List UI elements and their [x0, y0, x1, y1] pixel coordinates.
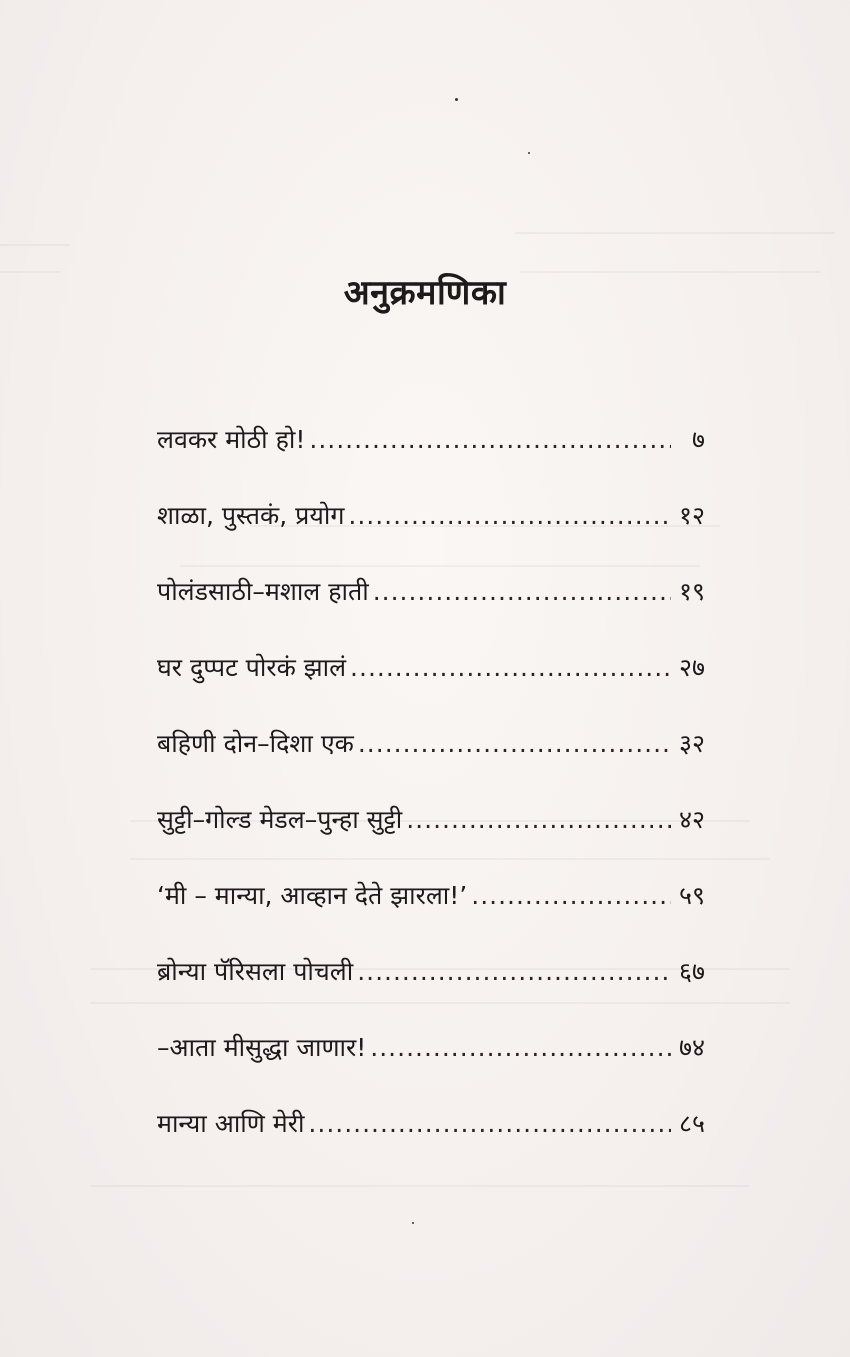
dot-leader — [370, 1010, 671, 1086]
dot-leader — [309, 402, 671, 478]
toc-entry[interactable] — [157, 402, 705, 478]
page-number: ४२ — [678, 805, 705, 834]
page-title: अनुक्रमणिका — [343, 273, 507, 313]
chapter-title: पोलंडसाठी–मशाल हाती — [157, 577, 369, 606]
toc-entry[interactable] — [157, 478, 705, 554]
dot-leader — [471, 858, 671, 934]
dust-speck — [412, 1222, 414, 1224]
toc-entry[interactable] — [157, 858, 705, 934]
chapter-title: –आता मीसुद्धा जाणार! — [157, 1033, 367, 1062]
toc-entry[interactable] — [157, 630, 705, 706]
chapter-title: लवकर मोठी हो! — [157, 425, 306, 454]
page-number: ७४ — [678, 1033, 705, 1062]
dot-leader — [357, 934, 671, 1010]
toc-entry[interactable] — [157, 1010, 705, 1086]
table-of-contents — [157, 402, 705, 1162]
chapter-title: घर दुप्पट पोरकं झालं — [157, 653, 347, 682]
page-number: ६७ — [678, 957, 705, 986]
dot-leader — [373, 554, 671, 630]
bleed-through-line — [515, 232, 835, 234]
chapter-title: सुट्टी–गोल्ड मेडल–पुन्हा सुट्टी — [157, 805, 403, 834]
dot-leader — [358, 706, 671, 782]
chapter-title: ब्रोन्या पॅरिसला पोचली — [157, 957, 354, 986]
toc-entry[interactable] — [157, 706, 705, 782]
toc-entry[interactable] — [157, 1086, 705, 1162]
page-number: ५९ — [678, 881, 705, 910]
page-number: १२ — [678, 501, 705, 530]
page-number: ७ — [691, 425, 705, 454]
bleed-through-line — [90, 1185, 750, 1187]
page-number: २७ — [678, 653, 705, 682]
page-number: ८५ — [678, 1109, 705, 1138]
toc-entry[interactable] — [157, 782, 705, 858]
dot-leader — [406, 782, 671, 858]
page-number: १९ — [678, 577, 705, 606]
page-number: ३२ — [678, 729, 705, 758]
dot-leader — [348, 478, 671, 554]
dust-speck — [528, 152, 530, 154]
chapter-title: शाळा, पुस्तकं, प्रयोग — [157, 501, 345, 530]
dot-leader — [350, 630, 671, 706]
chapter-title: ‘मी – मान्या, आव्हान देते झारला!’ — [157, 881, 468, 910]
bleed-through-line — [0, 244, 70, 246]
chapter-title: मान्या आणि मेरी — [157, 1109, 305, 1138]
dot-leader — [308, 1086, 671, 1162]
toc-entry[interactable] — [157, 934, 705, 1010]
dust-speck — [455, 98, 458, 101]
chapter-title: बहिणी दोन–दिशा एक — [157, 729, 354, 758]
toc-entry[interactable] — [157, 554, 705, 630]
